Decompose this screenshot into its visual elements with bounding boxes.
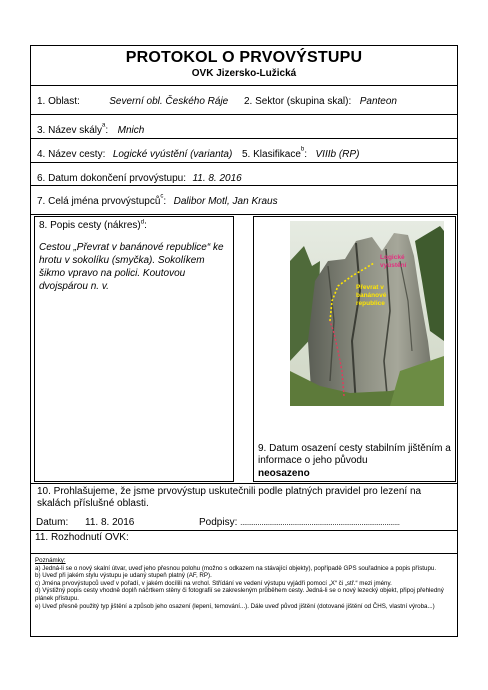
poznamka-b: b) Uveď při jakém stylu výstupu je udaný stupeň platný (AF, RP). (35, 572, 212, 580)
podpisy-label: Podpisy: (199, 517, 238, 528)
cesta-label: 4. Název cesty: (37, 149, 106, 160)
klasifikace-footnote-mark: b (300, 146, 305, 153)
sektor-label: 2. Sektor (skupina skal): (244, 96, 352, 107)
sektor-value: Panteon (359, 96, 397, 107)
prohlaseni-section (30, 483, 458, 531)
page-subtitle: OVK Jizersko-Lužická (191, 68, 297, 79)
popis-text: Cestou „Převrat v banánové republice“ ke hrotu v sokolíku (smyčka). Sokolíkem šikmo vpravo na polici. Koutovou dvojspárou n. v. (39, 242, 224, 292)
skala-footnote-mark: a (102, 122, 106, 129)
row-jmena (30, 185, 458, 215)
popis-section (30, 214, 458, 484)
skala-label: 3. Název skály (37, 125, 103, 136)
rozhodnuti-section (30, 530, 458, 554)
jmena-footnote-mark: c (160, 193, 164, 200)
poznamky-heading: Poznámky: (35, 557, 66, 564)
oblast-value: Severní obl. Českého Ráje (109, 96, 229, 107)
osazeni-value: neosazeno (258, 468, 310, 479)
datum-value: 11. 8. 2016 (192, 173, 242, 184)
jmena-value: Dalibor Motl, Jan Kraus (173, 196, 278, 207)
klasifikace-label: 5. Klasifikace (242, 149, 301, 160)
poznamky-section (30, 553, 458, 637)
poznamka-c: c) Jména prvovýstupců uveď v pořadí, v jakém docílili na vrchol. Střídání ve vedení výstupu vyjádři pomocí „X“ či „stř.“ mezi jmény. (35, 579, 392, 587)
poznamka-a: a) Jedná-li se o nový skalní útvar, uveď jeho přesnou polohu (možno s odkazem na stávající objekty), popřípadě GPS souřadnice a popis přístupu. (35, 564, 437, 572)
row-cesta-klasifikace (30, 138, 458, 163)
podpisy-dots: ................................................................................... (240, 518, 400, 527)
jmena-label: 7. Celá jména prvovýstupců (37, 196, 161, 207)
skala-colon: : (105, 125, 109, 136)
rozhodnuti-label: 11. Rozhodnutí OVK: (35, 532, 129, 543)
row-skala (30, 114, 458, 139)
route-label-prevrat: Převrat v banánové republice (356, 284, 387, 307)
prohlaseni-text: 10. Prohlašujeme, že jsme prvovýstup uskutečnili podle platných pravidel pro lezení na skalách příslušné oblasti. (37, 486, 422, 509)
osazeni-label: 9. Datum osazení cesty stabilním jištěním a informace o jeho původu (258, 443, 451, 466)
klasifikace-value: VIIIb (RP) (315, 149, 360, 160)
datum-label: 6. Datum dokončení prvovýstupu: (37, 173, 186, 184)
jmena-colon: : (163, 196, 167, 207)
poznamka-e: e) Uveď přesně použitý typ jištění a způsob jeho osazení (lepení, temování...). Dále uveď původ jištění (dotované jištění od ČHS, vlastní výroba...) (35, 602, 435, 610)
popis-footnote-mark: d (140, 219, 145, 226)
popis-colon: : (144, 220, 147, 231)
cesta-value: Logické vyústění (varianta) (112, 149, 233, 160)
header-box (30, 45, 458, 86)
page-title: PROTOKOL O PRVOVÝSTUPU (125, 49, 363, 66)
oblast-label: 1. Oblast: (37, 96, 80, 107)
row-datum (30, 162, 458, 186)
klasifikace-colon: : (304, 149, 308, 160)
route-photo (290, 221, 444, 406)
popis-box (34, 216, 234, 482)
prohlaseni-datum-value: 11. 8. 2016 (85, 517, 135, 528)
prohlaseni-datum-label: Datum: (36, 517, 69, 528)
skala-value: Mnich (117, 125, 145, 136)
poznamka-d: d) Výstižný popis cesty vhodně doplň náčrtkem stěny či fotografií se zakresleným průběhem cesty. Jedná-li se o nový lezecký objekt, připoj přehledný plánek přístupu. (35, 587, 444, 602)
popis-label: 8. Popis cesty (nákres) (39, 220, 141, 231)
row-oblast-sektor (30, 85, 458, 115)
photo-box (253, 216, 456, 482)
route-label-logicke: Logické vyústění (380, 254, 407, 269)
